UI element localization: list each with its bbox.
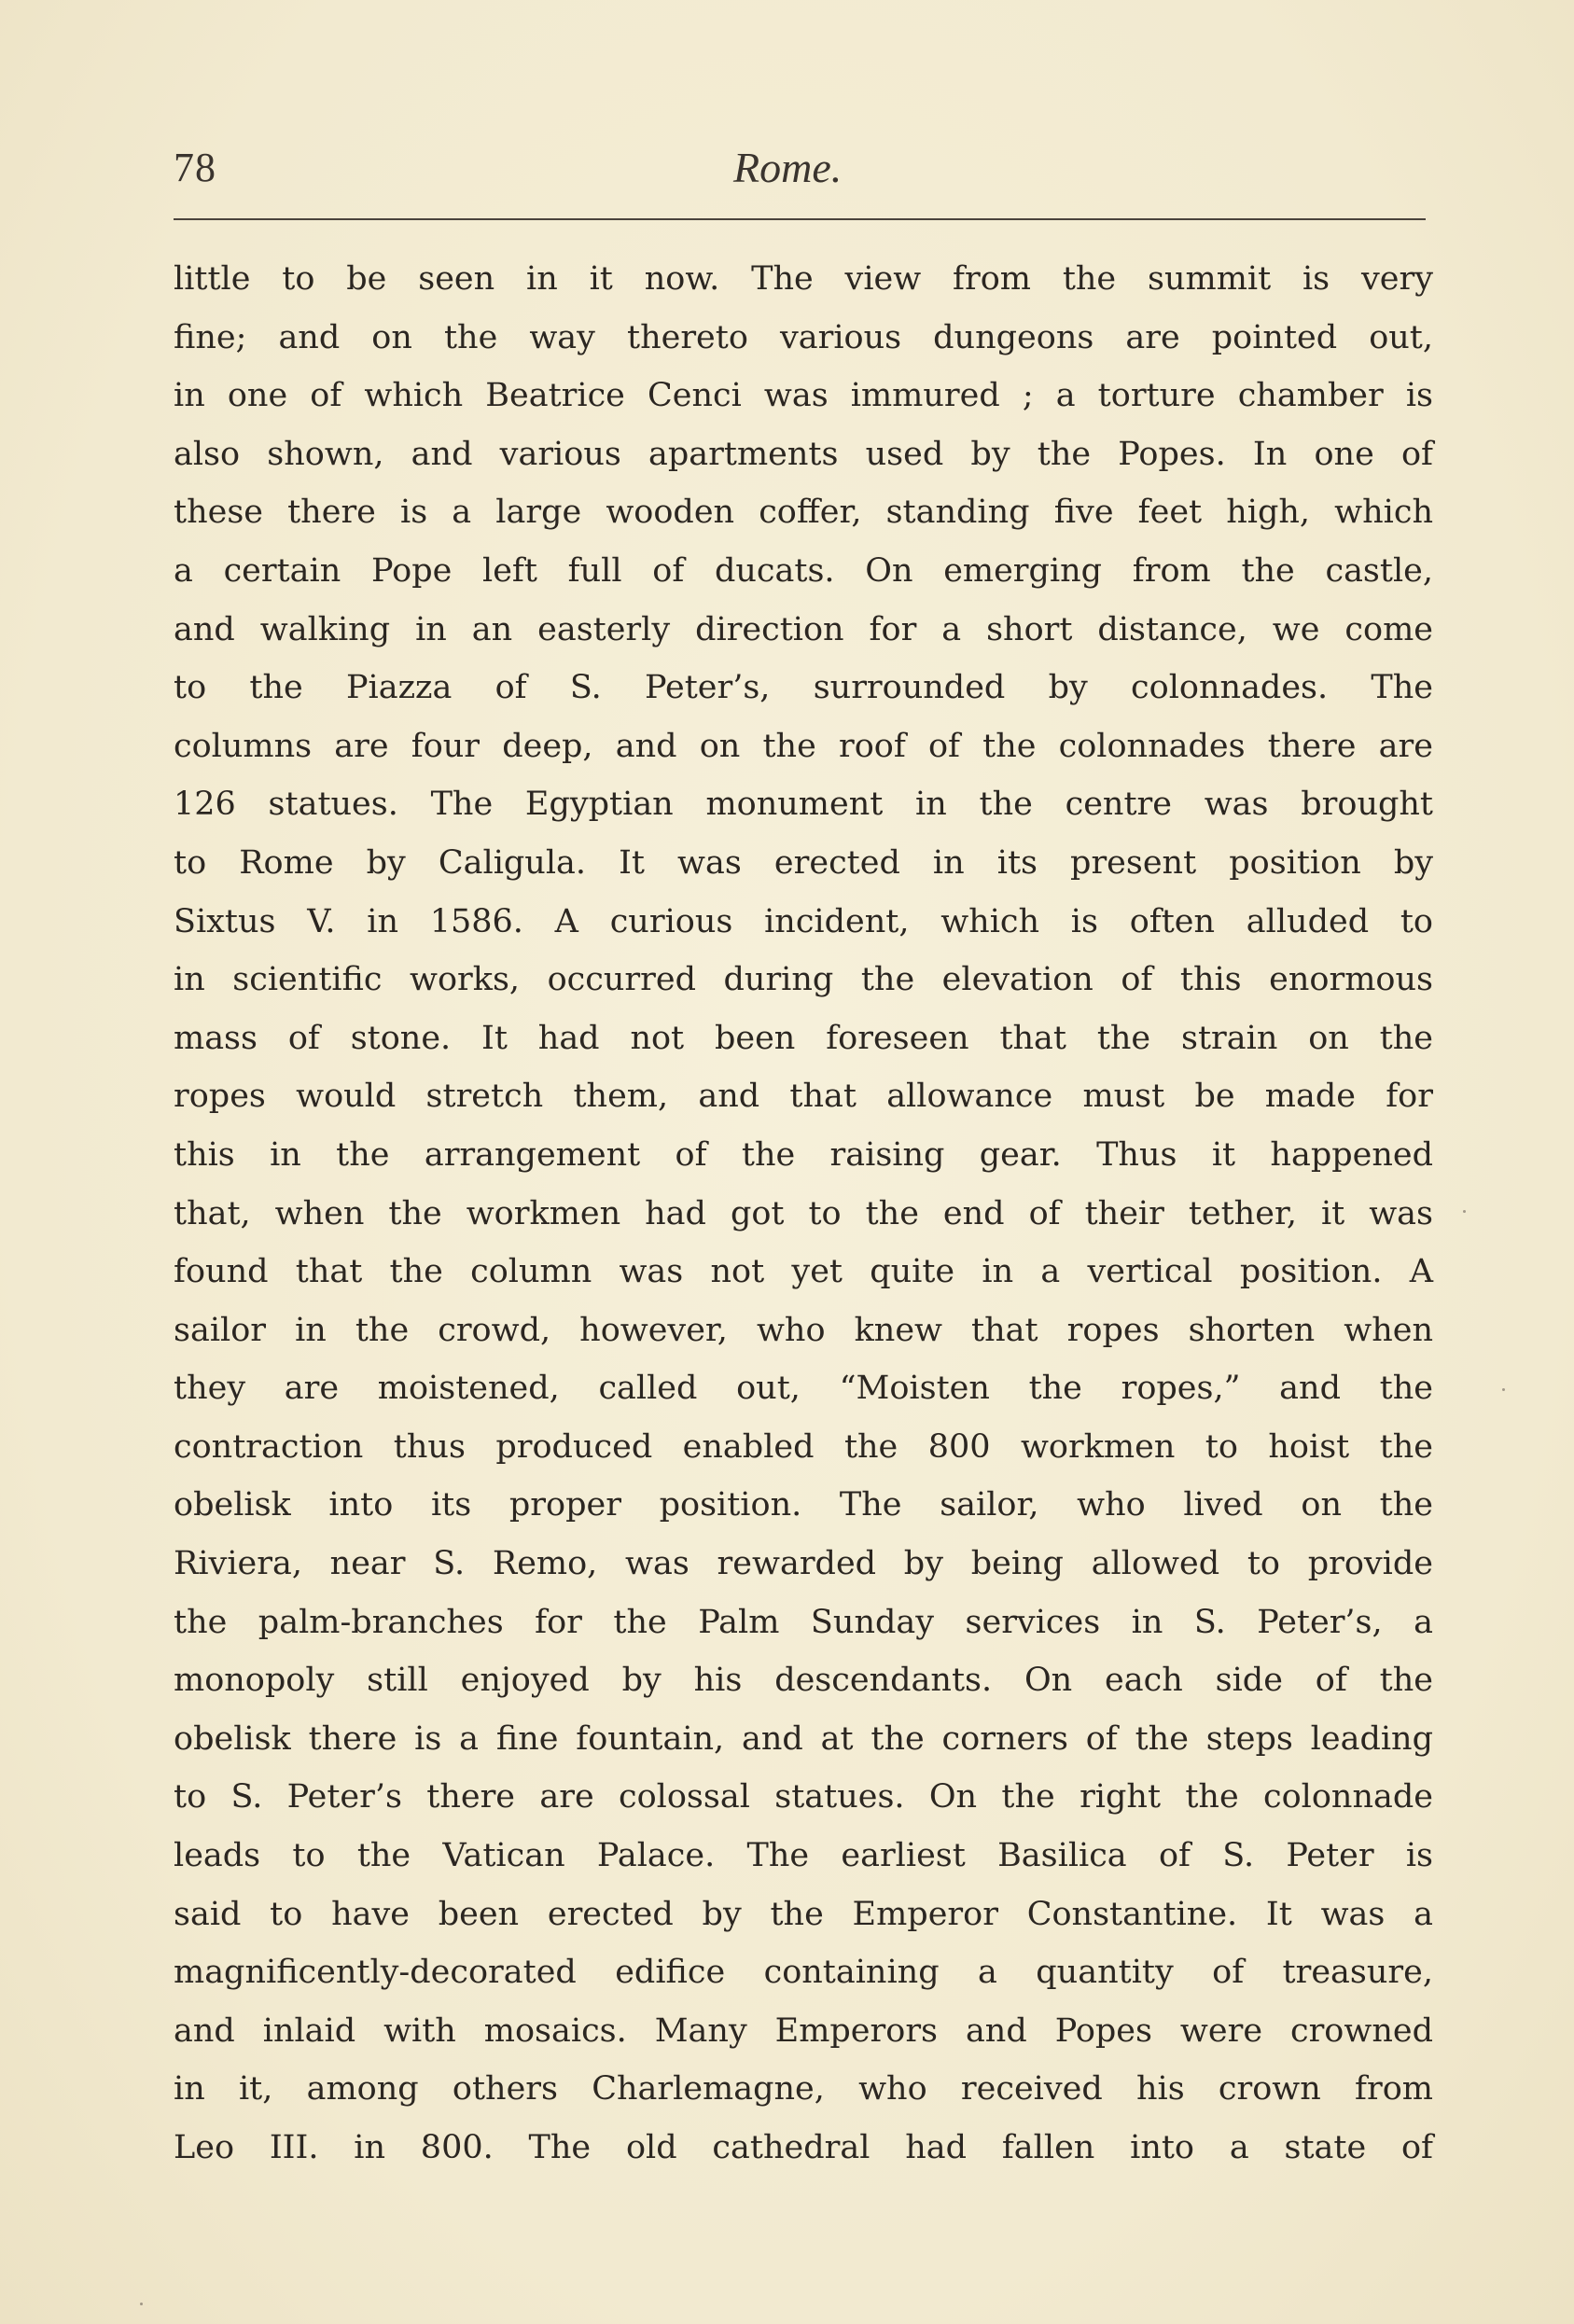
text-line: contraction thus produced enabled the 800 workmen to hoist the — [174, 1427, 1433, 1466]
text-line: columns are four deep, and on the roof of the colonnades there are — [174, 727, 1433, 765]
text-line: in one of which Beatrice Cenci was immured ; a torture chamber is — [174, 377, 1433, 415]
text-line: and inlaid with mosaics. Many Emperors and Popes were crowned — [174, 2011, 1433, 2050]
text-line: that, when the workmen had got to the end of their tether, it was — [174, 1194, 1433, 1232]
page-header — [174, 140, 1433, 205]
text-line: sailor in the crowd, however, who knew that ropes shorten when — [174, 1311, 1433, 1349]
text-line: to Rome by Caligula. It was erected in its present position by — [174, 843, 1433, 882]
text-line: 126 statues. The Egyptian monument in the centre was brought — [174, 786, 1433, 824]
text-line: this in the arrangement of the raising gear. Thus it happened — [174, 1135, 1433, 1174]
text-line: said to have been erected by the Emperor Constantine. It was a — [174, 1895, 1433, 1933]
text-line: fine; and on the way thereto various dungeons are pointed out, — [174, 318, 1433, 356]
running-title: Rome. — [733, 144, 843, 191]
text-line: Riviera, near S. Remo, was rewarded by being allowed to provide — [174, 1545, 1433, 1583]
text-line: in scientific works, occurred during the elevation of this enormous — [174, 961, 1433, 999]
text-line: mass of stone. It had not been foreseen that the strain on the — [174, 1019, 1433, 1057]
paper-speck — [1502, 1388, 1505, 1391]
text-line: the palm-branches for the Palm Sunday services in S. Peter’s, a — [174, 1603, 1433, 1641]
text-line: obelisk into its proper position. The sailor, who lived on the — [174, 1486, 1433, 1524]
text-line: they are moistened, called out, “Moisten the ropes,” and the — [174, 1370, 1433, 1408]
text-line: little to be seen in it now. The view from the summit is very — [174, 260, 1433, 298]
text-line: a certain Pope left full of ducats. On emerging from the castle, — [174, 551, 1433, 590]
text-line: to S. Peter’s there are colossal statues. On the right the colonnade — [174, 1778, 1433, 1816]
text-line: to the Piazza of S. Peter’s, surrounded by colonnades. The — [174, 669, 1433, 707]
text-line: found that the column was not yet quite in a vertical position. A — [174, 1253, 1433, 1291]
text-line: in it, among others Charlemagne, who received his crown from — [174, 2070, 1433, 2108]
text-line: these there is a large wooden coffer, standing five feet high, which — [174, 494, 1433, 532]
header-rule — [174, 218, 1426, 220]
paper-speck — [1463, 1210, 1466, 1213]
text-line: Sixtus V. in 1586. A curious incident, which is often alluded to — [174, 902, 1433, 940]
paper-speck — [140, 2303, 143, 2305]
text-line: and walking in an easterly direction for a short distance, we come — [174, 610, 1433, 648]
text-line: magnificently-decorated edifice containing a quantity of treasure, — [174, 1954, 1433, 1992]
text-line: obelisk there is a fine fountain, and at the corners of the steps leading — [174, 1719, 1433, 1758]
text-line: leads to the Vatican Palace. The earliest Basilica of S. Peter is — [174, 1837, 1433, 1875]
text-line: ropes would stretch them, and that allowance must be made for — [174, 1078, 1433, 1116]
text-line: also shown, and various apartments used by the Popes. In one of — [174, 435, 1433, 473]
text-line: monopoly still enjoyed by his descendants. On each side of the — [174, 1662, 1433, 1700]
page-number: 78 — [174, 145, 216, 190]
text-line: Leo III. in 800. The old cathedral had fallen into a state of — [174, 2129, 1433, 2166]
body-text — [174, 250, 1433, 2178]
